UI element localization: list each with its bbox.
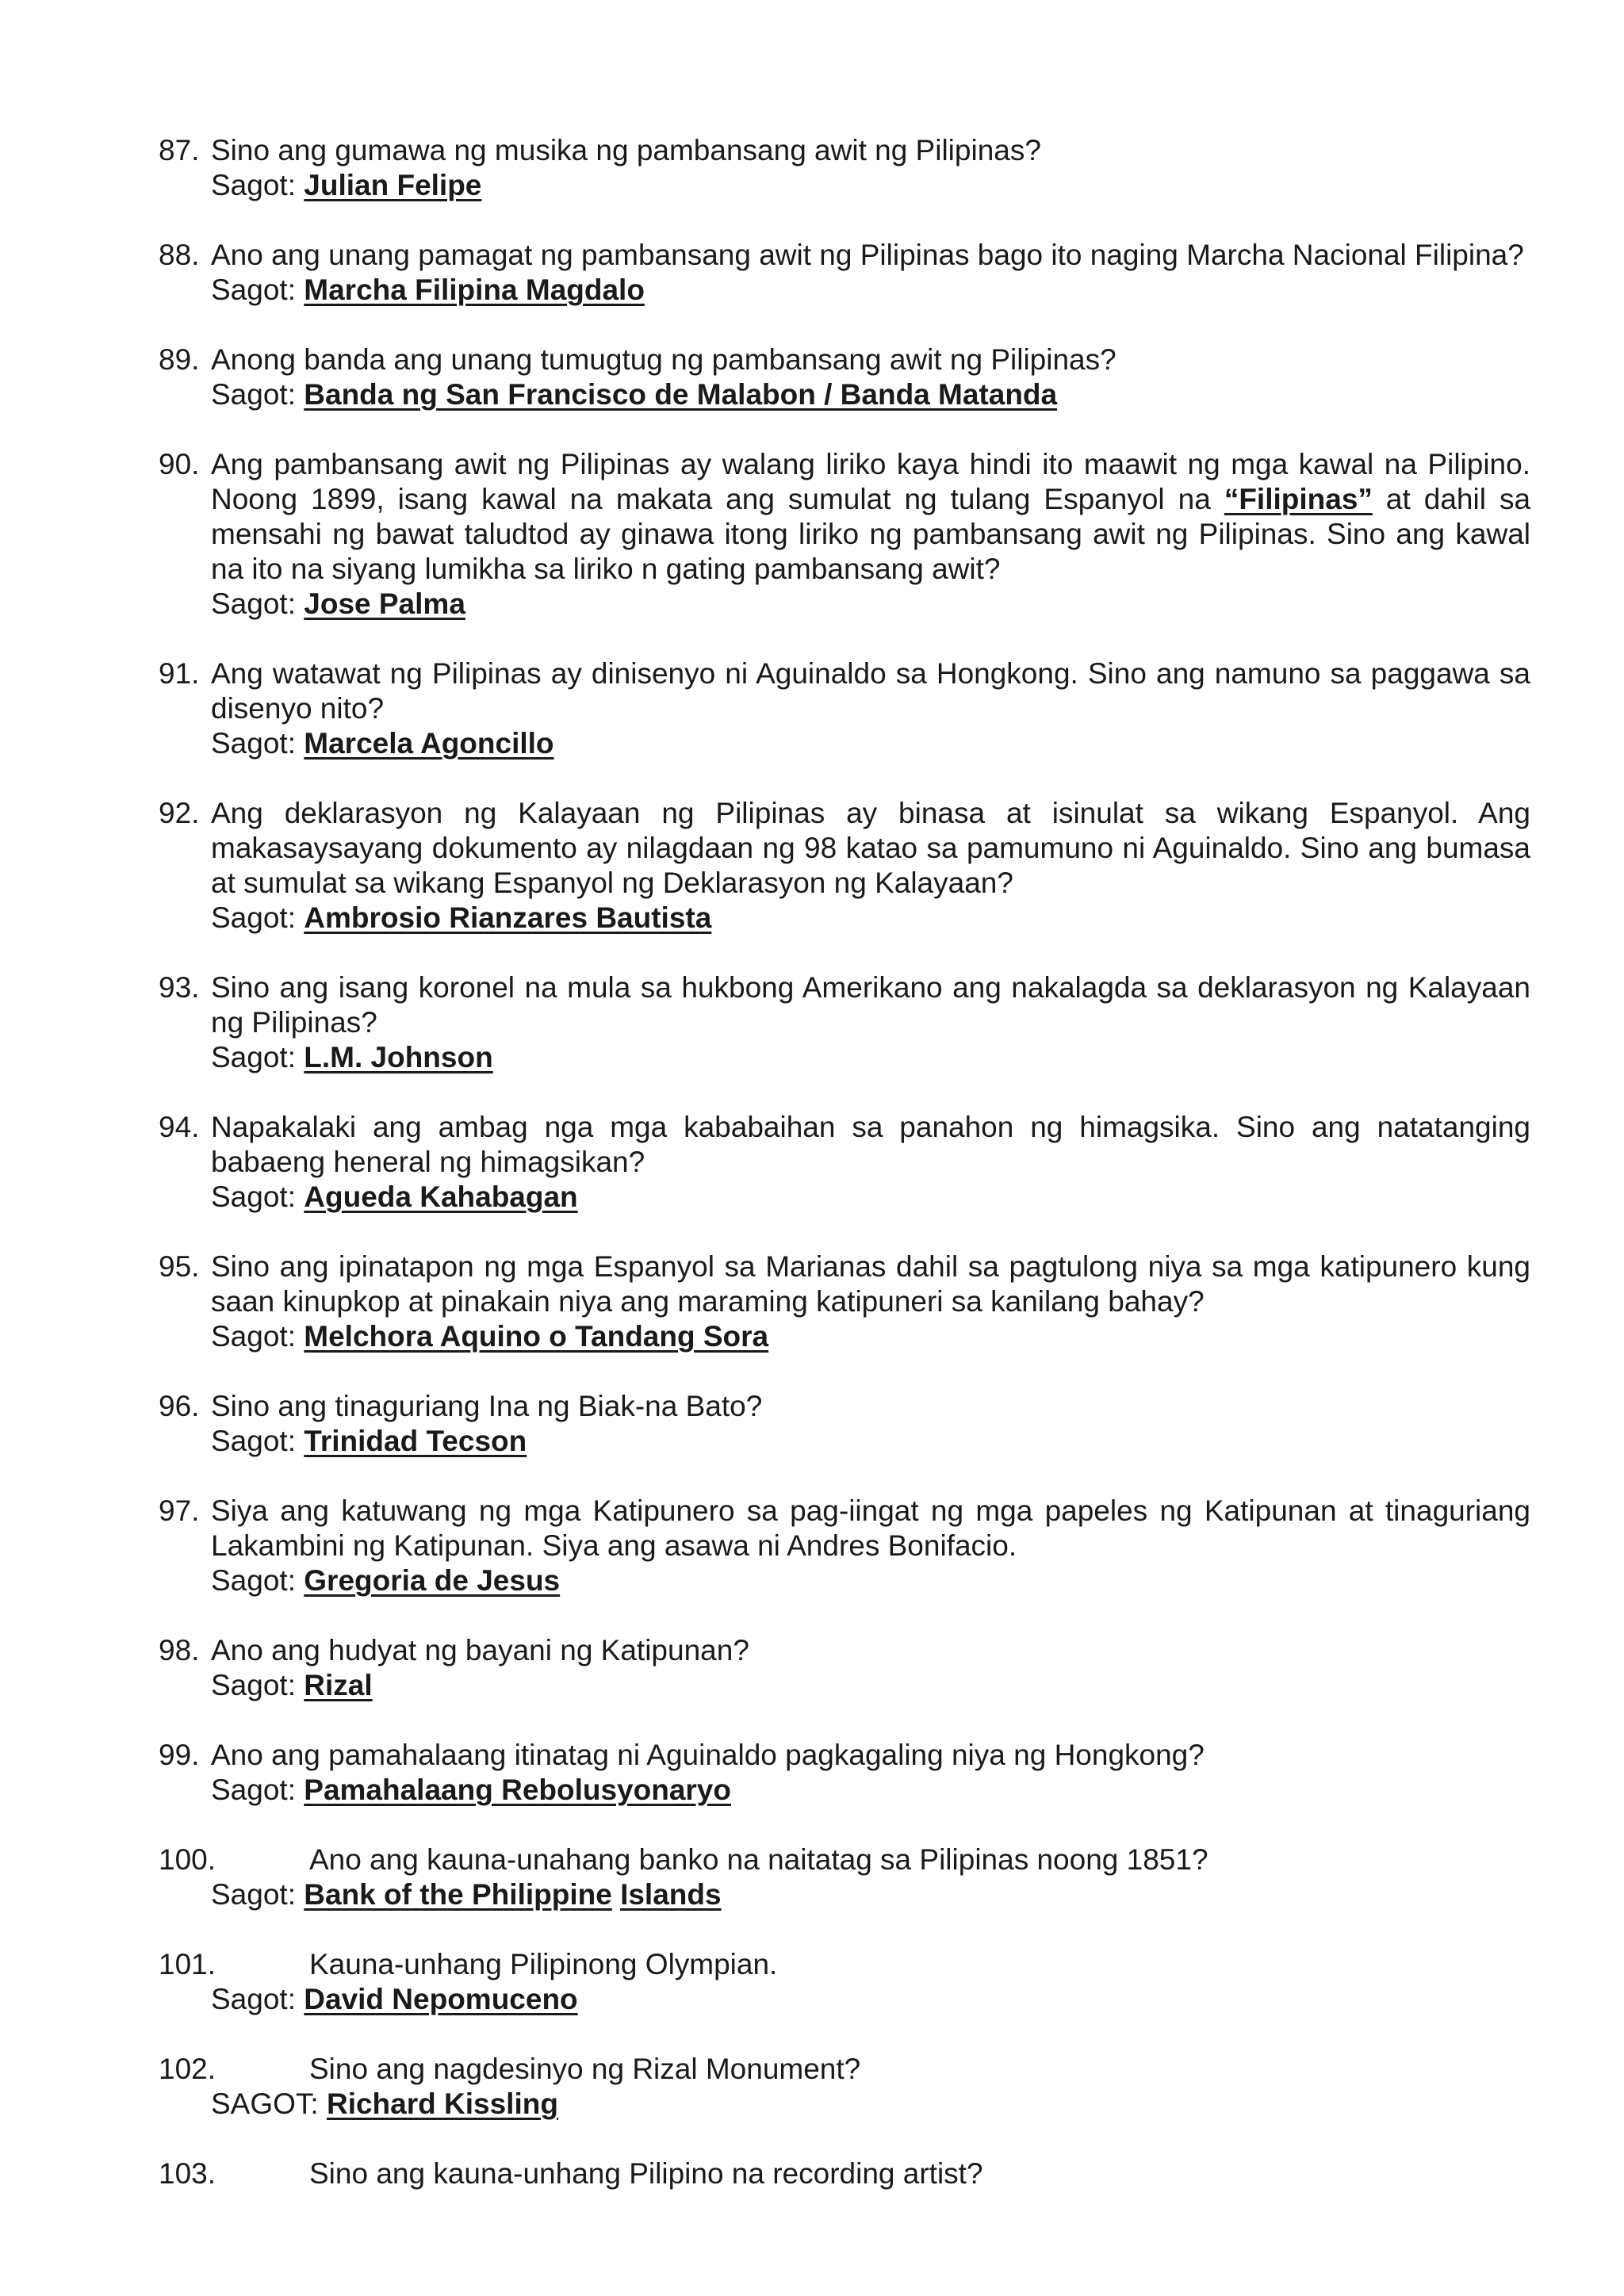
question-text: Anong banda ang unang tumugtug ng pambansang awit ng Pilipinas? (211, 343, 1116, 376)
poem-title-highlight: “Filipinas” (1224, 483, 1373, 515)
answer-line (159, 1773, 1530, 1808)
answer-label: Sagot: (211, 1041, 296, 1073)
question-item-89 (159, 342, 1530, 412)
answer-text: Agueda Kahabagan (304, 1181, 578, 1213)
answer-text: David Nepomuceno (304, 1983, 578, 2015)
question-number: 93. (159, 971, 200, 1004)
question-number: 103. (159, 2157, 216, 2190)
question-number: 89. (159, 343, 200, 376)
answer-label: Sagot: (211, 169, 296, 201)
answer-text: Ambrosio Rianzares Bautista (304, 901, 712, 934)
question-item-103 (159, 2156, 1530, 2191)
answer-line (159, 1424, 1530, 1459)
question-item-90 (159, 447, 1530, 622)
answer-text: Melchora Aquino o Tandang Sora (304, 1320, 769, 1353)
answer-text: L.M. Johnson (304, 1041, 493, 1073)
question-number: 88. (159, 239, 200, 271)
question-number: 98. (159, 1634, 200, 1667)
question-number: 95. (159, 1250, 200, 1283)
question-text-part1: Ang pambansang awit ng Pilipinas ay walang liriko kaya hindi ito maawit ng mga kawal na Pilipino. Noong 1899, isang kawal na makata ang sumulat ng tulang Espanyol na (211, 448, 1530, 515)
question-number: 99. (159, 1739, 200, 1771)
question-item-94 (159, 1110, 1530, 1215)
question-item-101 (159, 1947, 1530, 2017)
question-item-100 (159, 1843, 1530, 1912)
question-text: Kauna-unhang Pilipinong Olympian. (309, 1948, 778, 1980)
question-item-99 (159, 1738, 1530, 1808)
question-item-93 (159, 970, 1530, 1075)
answer-text-part1: Bank of the Philippine (304, 1878, 612, 1911)
answer-label: Sagot: (211, 1425, 296, 1457)
answer-text: Gregoria de Jesus (304, 1564, 561, 1597)
answer-text: Marcela Agoncillo (304, 727, 554, 760)
answer-label: Sagot: (211, 1774, 296, 1806)
question-item-96 (159, 1389, 1530, 1459)
question-text: Sino ang tinaguriang Ina ng Biak-na Bato? (211, 1390, 763, 1422)
question-number: 100. (159, 1843, 216, 1876)
question-item-95 (159, 1249, 1530, 1354)
question-text (159, 447, 1530, 587)
question-item-88 (159, 238, 1530, 308)
question-number: 90. (159, 448, 200, 480)
question-number: 96. (159, 1390, 200, 1422)
question-text: Ano ang pamahalaang itinatag ni Aguinaldo pagkagaling niya ng Hongkong? (211, 1739, 1205, 1771)
answer-text: Jose Palma (304, 587, 465, 620)
answer-text: Julian Felipe (304, 169, 482, 201)
answer-line (159, 377, 1530, 412)
question-item-102 (159, 2052, 1530, 2122)
answer-text: Richard Kissling (326, 2087, 558, 2120)
answer-line (159, 1180, 1530, 1215)
answer-label: Sagot: (211, 1320, 296, 1353)
question-text: Sino ang ipinatapon ng mga Espanyol sa Marianas dahil sa pagtulong niya sa mga katipunero kung saan kinupkop at pinakain niya ang maraming katipuneri sa kanilang bahay? (211, 1250, 1530, 1318)
question-text: Ang deklarasyon ng Kalayaan ng Pilipinas ay binasa at isinulat sa wikang Espanyol. Ang makasaysayang dokumento ay nilagdaan ng 98 katao sa pamumuno ni Aguinaldo. Sino ang bumasa at sumulat sa wikang Espanyol ng Deklarasyon ng Kalayaan? (211, 797, 1530, 899)
answer-line (159, 1563, 1530, 1598)
answer-label: Sagot: (211, 274, 296, 306)
question-item-98 (159, 1633, 1530, 1703)
answer-line (159, 1040, 1530, 1075)
question-number: 97. (159, 1494, 200, 1527)
answer-text: Rizal (304, 1669, 373, 1701)
answer-line (159, 726, 1530, 761)
question-text: Siya ang katuwang ng mga Katipunero sa pag-iingat ng mga papeles ng Katipunan at tinaguriang Lakambini ng Katipunan. Siya ang asawa ni Andres Bonifacio. (211, 1494, 1530, 1562)
answer-line (159, 1877, 1530, 1912)
answer-line (159, 168, 1530, 203)
answer-label: Sagot: (211, 1878, 296, 1911)
answer-line (159, 273, 1530, 308)
answer-label: Sagot: (211, 727, 296, 760)
question-number: 101. (159, 1948, 216, 1980)
question-item-97 (159, 1494, 1530, 1598)
answer-line (159, 1319, 1530, 1354)
answer-text: Pamahalaang Rebolusyonaryo (304, 1774, 731, 1806)
question-item-92 (159, 796, 1530, 936)
document-page (159, 133, 1530, 2226)
question-text-part2: at dahil sa mensahi ng bawat taludtod ay ginawa itong liriko ng pambansang awit ng Pilipinas. Sino ang kawal na ito na siyang lumikha sa liriko n gating pambansang awit? (211, 483, 1531, 585)
question-text: Sino ang nagdesinyo ng Rizal Monument? (309, 2053, 861, 2085)
question-number: 91. (159, 657, 200, 690)
answer-line (159, 2087, 1530, 2122)
answer-label: Sagot: (211, 378, 296, 411)
answer-text: Banda ng San Francisco de Malabon / Banda Matanda (304, 378, 1058, 411)
answer-label: Sagot: (211, 901, 296, 934)
question-text: Ano ang unang pamagat ng pambansang awit ng Pilipinas bago ito naging Marcha Nacional Filipina? (211, 239, 1524, 271)
answer-label: SAGOT: (211, 2087, 319, 2120)
answer-text: Trinidad Tecson (304, 1425, 527, 1457)
answer-label: Sagot: (211, 1564, 296, 1597)
question-item-87 (159, 133, 1530, 203)
question-number: 94. (159, 1111, 200, 1143)
question-item-91 (159, 656, 1530, 761)
answer-line (159, 901, 1530, 936)
question-text: Ano ang hudyat ng bayani ng Katipunan? (211, 1634, 749, 1667)
answer-line (159, 1668, 1530, 1703)
answer-label: Sagot: (211, 1983, 296, 2015)
answer-label: Sagot: (211, 1669, 296, 1701)
answer-label: Sagot: (211, 1181, 296, 1213)
question-text: Ang watawat ng Pilipinas ay dinisenyo ni Aguinaldo sa Hongkong. Sino ang namuno sa paggawa sa disenyo nito? (211, 657, 1530, 725)
question-text: Sino ang isang koronel na mula sa hukbong Amerikano ang nakalagda sa deklarasyon ng Kalayaan ng Pilipinas? (211, 971, 1530, 1039)
question-number: 102. (159, 2053, 216, 2085)
question-text: Ano ang kauna-unahang banko na naitatag sa Pilipinas noong 1851? (309, 1843, 1208, 1876)
answer-text-part2: Islands (620, 1878, 722, 1911)
answer-line (159, 1982, 1530, 2017)
question-text: Napakalaki ang ambag nga mga kababaihan sa panahon ng himagsika. Sino ang natatanging babaeng heneral ng himagsikan? (211, 1111, 1530, 1178)
question-text: Sino ang kauna-unhang Pilipino na recording artist? (309, 2157, 983, 2190)
answer-text: Marcha Filipina Magdalo (304, 274, 645, 306)
question-text: Sino ang gumawa ng musika ng pambansang awit ng Pilipinas? (211, 134, 1041, 166)
answer-label: Sagot: (211, 587, 296, 620)
question-number: 87. (159, 134, 200, 166)
answer-line (159, 587, 1530, 622)
question-number: 92. (159, 797, 200, 829)
